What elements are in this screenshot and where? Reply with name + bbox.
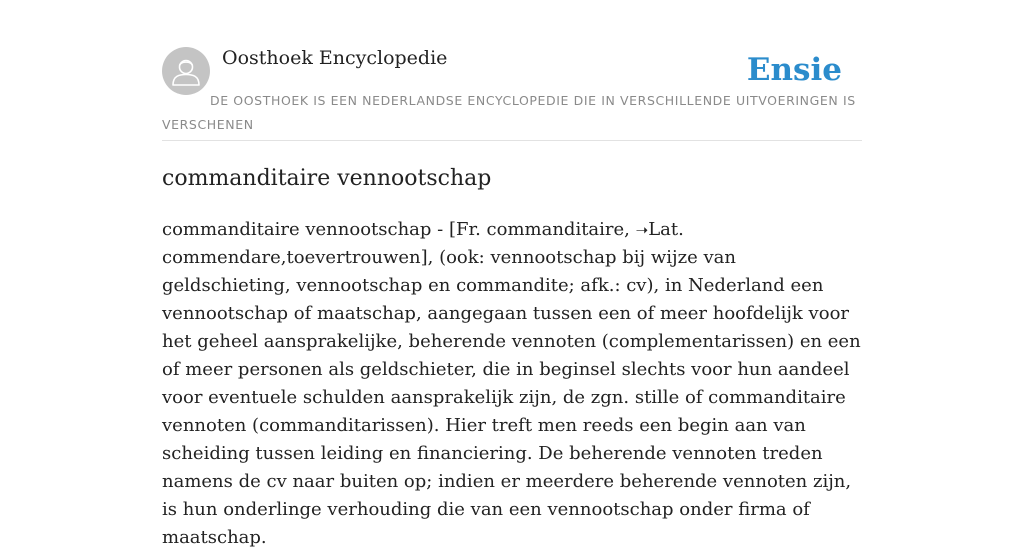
- site-name[interactable]: Oosthoek Encyclopedie: [222, 47, 448, 69]
- brand-logo[interactable]: Ensie: [746, 52, 842, 88]
- article-body: [162, 216, 862, 552]
- article-title: commanditaire vennootschap: [162, 166, 492, 191]
- article-body-text: Lat. commendare,toevertrouwen], (ook: vennootschap bij wijze van geldschieting, vennootschap en commandite; afk.: cv), in Nederland een vennootschap of maatschap, aangegaan tussen een of meer hoofdelijk voor het geheel aansprakelijke, beherende vennoten (complementarissen) en een of meer personen als geldschieter, die in beginsel slechts voor hun aandeel voor eventuele schulden aansprakelijk zijn, de zgn. stille of commanditaire vennoten (commanditarissen). Hier treft men reeds een begin aan van scheiding tussen leiding en financiering. De beherende vennoten treden namens de cv naar buiten op; indien er meerdere beherende vennoten zijn, is hun onderlinge verhouding die van een vennootschap onder firma of maatschap.: [162, 219, 861, 548]
- site-header: [162, 46, 862, 141]
- article-body-intro: commanditaire vennootschap - [Fr. commanditaire,: [162, 219, 636, 240]
- arrow-right-icon[interactable]: ➝: [635, 221, 649, 239]
- avatar[interactable]: [162, 47, 210, 95]
- user-icon: [162, 47, 210, 95]
- site-tagline: DE OOSTHOEK IS EEN NEDERLANDSE ENCYCLOPEDIE DIE IN VERSCHILLENDE UITVOERINGEN IS VERSCHENEN: [162, 93, 856, 132]
